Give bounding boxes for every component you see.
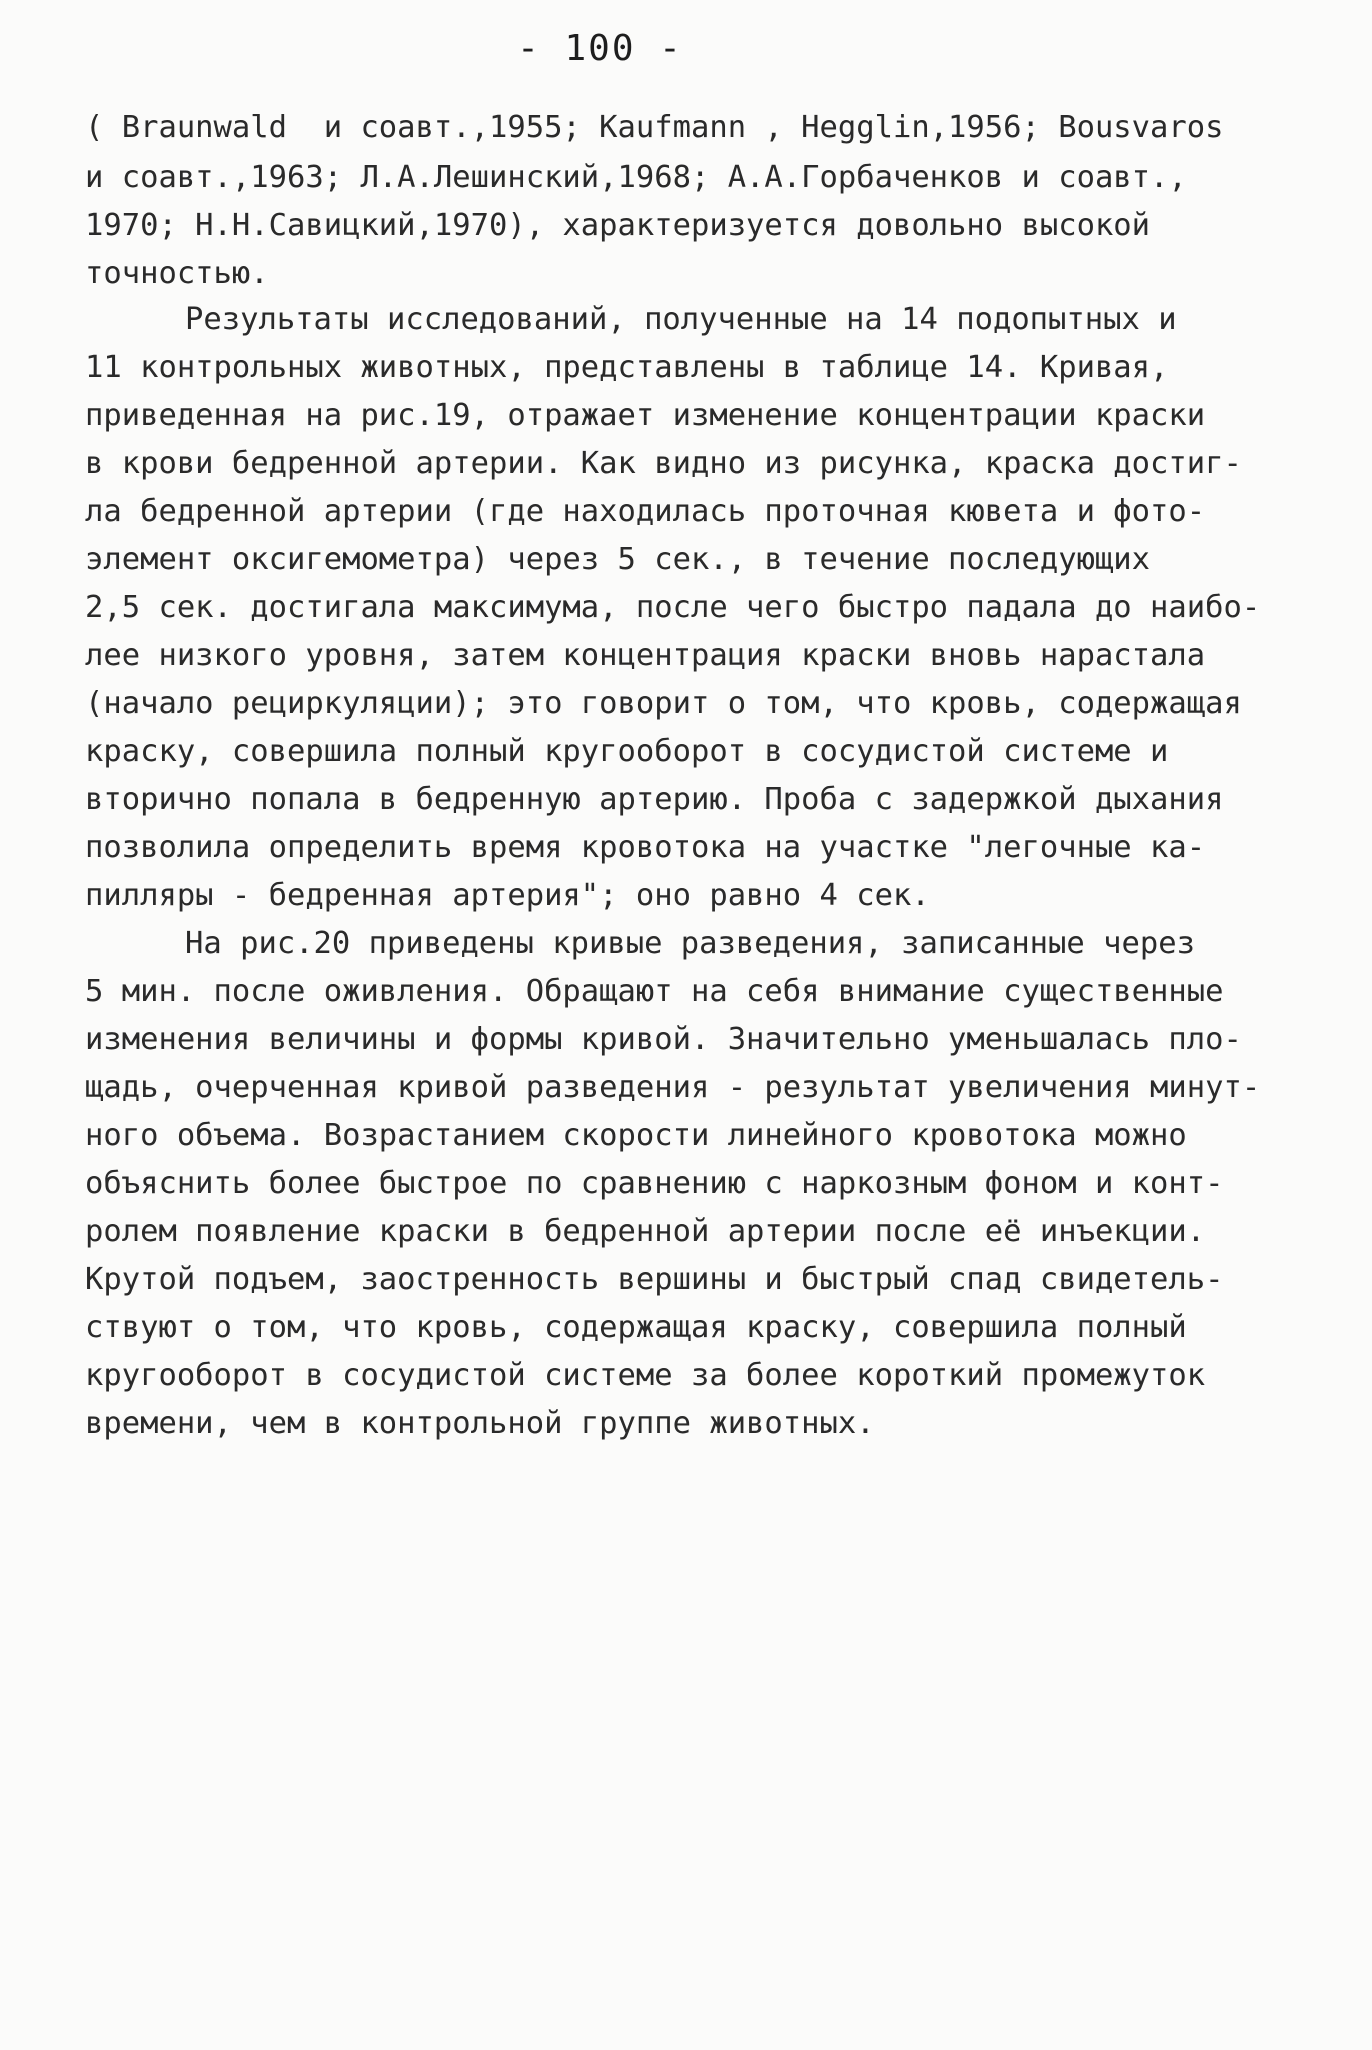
paragraph-1-line-1: ( Braunwald и соавт.,1955; Kaufmann , Hegglin,1956; Bousvaros (85, 110, 1224, 145)
paragraph-2-line-6: элемент оксигемометра) через 5 сек., в течение последующих (85, 542, 1151, 577)
paragraph-2-line-7: 2,5 сек. достигала максимума, после чего быстро падала до наибо- (85, 590, 1261, 625)
paragraph-3-line-7: ролем появление краски в бедренной артерии после её инъекции. (85, 1214, 1206, 1249)
paragraph-2-line-9: (начало рециркуляции); это говорит о том, что кровь, содержащая (85, 686, 1242, 721)
paragraph-3-line-5: ного объема. Возрастанием скорости линейного кровотока можно (85, 1118, 1187, 1153)
page-number: - 100 - (517, 28, 683, 69)
paragraph-3-line-2: 5 мин. после оживления. Обращают на себя внимание существенные (85, 974, 1224, 1009)
paragraph-3-line-11: времени, чем в контрольной группе животных. (85, 1406, 875, 1441)
paragraph-3-line-3: изменения величины и формы кривой. Значительно уменьшалась пло- (85, 1022, 1242, 1057)
paragraph-2-line-11: вторично попала в бедренную артерию. Проба с задержкой дыхания (85, 782, 1224, 817)
paragraph-3-line-4: щадь, очерченная кривой разведения - результат увеличения минут- (85, 1070, 1261, 1105)
paragraph-3-line-6: объяснить более быстрое по сравнению с наркозным фоном и конт- (85, 1166, 1224, 1201)
paragraph-2-line-2: 11 контрольных животных, представлены в таблице 14. Кривая, (85, 350, 1169, 385)
paragraph-3-line-9: ствуют о том, что кровь, содержащая краску, совершила полный (85, 1310, 1187, 1345)
paragraph-2-line-4: в крови бедренной артерии. Как видно из рисунка, краска достиг- (85, 446, 1242, 481)
paragraph-3-line-10: кругооборот в сосудистой системе за более короткий промежуток (85, 1358, 1206, 1393)
paragraph-3-line-8: Крутой подъем, заостренность вершины и быстрый спад свидетель- (85, 1262, 1224, 1297)
paragraph-3-line-1: На рис.20 приведены кривые разведения, записанные через (185, 926, 1195, 961)
paragraph-1-line-4: точностью. (85, 256, 269, 291)
paragraph-2-line-13: пилляры - бедренная артерия"; оно равно 4 сек. (85, 878, 930, 913)
paragraph-2-line-1: Результаты исследований, полученные на 14 подопытных и (185, 302, 1177, 337)
paragraph-1-line-3: 1970; Н.Н.Савицкий,1970), характеризуется довольно высокой (85, 208, 1151, 243)
paragraph-2-line-5: ла бедренной артерии (где находилась проточная кювета и фото- (85, 494, 1206, 529)
paragraph-2-line-8: лее низкого уровня, затем концентрация краски вновь нарастала (85, 638, 1206, 673)
paragraph-2-line-10: краску, совершила полный кругооборот в сосудистой системе и (85, 734, 1169, 769)
paragraph-2-line-12: позволила определить время кровотока на участке "легочные ка- (85, 830, 1206, 865)
paragraph-2-line-3: приведенная на рис.19, отражает изменение концентрации краски (85, 398, 1206, 433)
paragraph-1-line-2: и соавт.,1963; Л.А.Лешинский,1968; А.А.Горбаченков и соавт., (85, 160, 1187, 195)
